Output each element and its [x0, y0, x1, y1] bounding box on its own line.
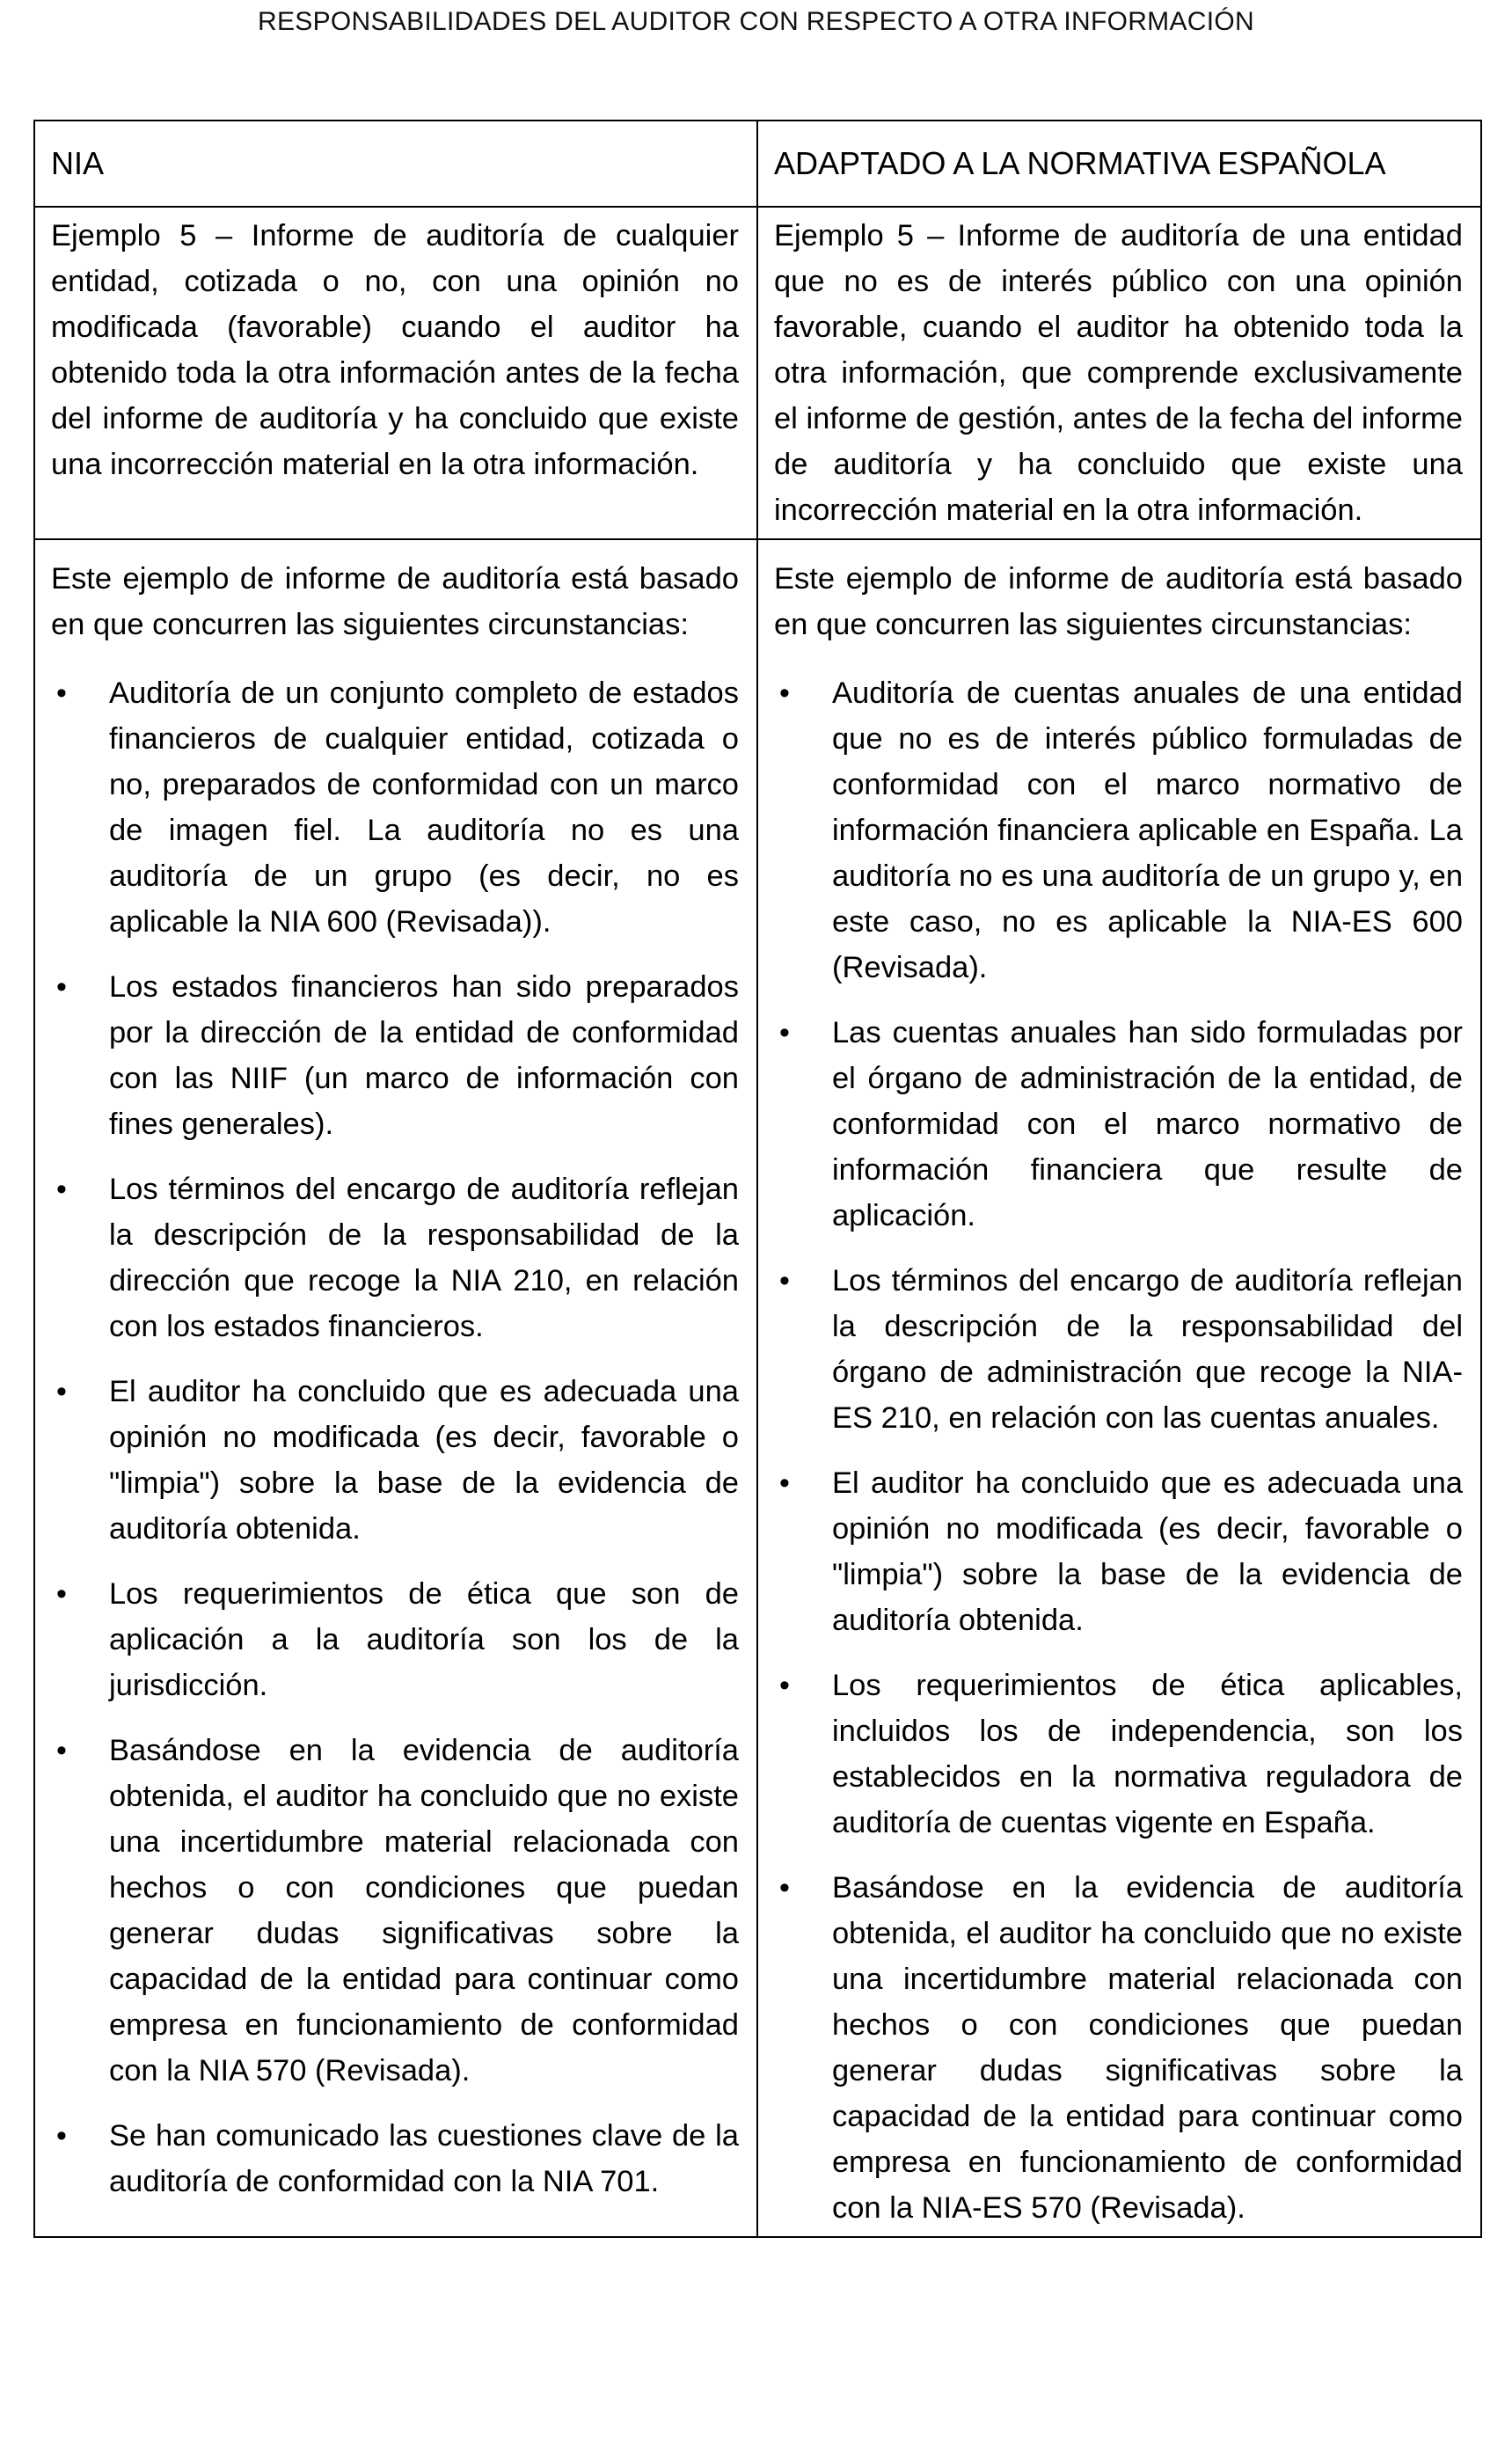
list-item — [774, 1865, 1463, 2231]
bullet-icon: • — [779, 1871, 790, 1905]
left-column-header — [34, 121, 757, 207]
list-item — [51, 1728, 739, 2094]
list-item-text: Los estados financieros han sido preparados por la dirección de la entidad de conformidad con las NIIF (un marco de información con fines generales). — [109, 970, 739, 1141]
bullet-icon: • — [56, 1173, 67, 1206]
right-column-title: ADAPTADO A LA NORMATIVA ESPAÑOLA — [774, 145, 1386, 181]
left-lead-text: Este ejemplo de informe de auditoría está basado en que concurren las siguientes circunstancias: — [51, 562, 739, 641]
bullet-icon: • — [779, 1669, 790, 1702]
list-item — [51, 670, 739, 945]
bullet-icon: • — [779, 1466, 790, 1500]
list-item — [774, 1258, 1463, 1441]
right-example-cell — [757, 207, 1481, 539]
list-item — [51, 1369, 739, 1552]
list-item-text: Los términos del encargo de auditoría reflejan la descripción de la responsabilidad de la dirección que recoge la NIA 210, en relación con los estados financieros. — [109, 1173, 739, 1343]
bullet-icon: • — [779, 1016, 790, 1049]
right-bullet-list — [774, 670, 1463, 2231]
left-column-title: NIA — [51, 145, 105, 181]
left-example-text: Ejemplo 5 – Informe de auditoría de cualquier entidad, cotizada o no, con una opinión no modificada (favorable) cuando el auditor ha obtenido toda la otra información antes de la fecha del informe de auditoría y ha concluido que existe una incorrección material en la otra información. — [51, 219, 739, 481]
bullet-icon: • — [56, 1734, 67, 1767]
left-circumstances-cell — [34, 539, 757, 2237]
list-item-text: Auditoría de un conjunto completo de estados financieros de cualquier entidad, cotizada o no, preparados de conformidad con un marco de imagen fiel. La auditoría no es una auditoría de un grupo (es decir, no es aplicable la NIA 600 (Revisada)). — [109, 676, 739, 939]
comparison-table — [33, 120, 1482, 2238]
list-item-text: Los términos del encargo de auditoría reflejan la descripción de la responsabilidad del órgano de administración que recoge la NIA-ES 210, en relación con las cuentas anuales. — [832, 1264, 1463, 1435]
list-item-text: Los requerimientos de ética que son de aplicación a la auditoría son los de la jurisdicción. — [109, 1577, 739, 1702]
bullet-icon: • — [56, 2119, 67, 2153]
list-item — [51, 2113, 739, 2204]
table-header-row — [34, 121, 1481, 207]
list-item — [51, 1571, 739, 1708]
list-item-text: Se han comunicado las cuestiones clave de la auditoría de conformidad con la NIA 701. — [109, 2119, 739, 2198]
example-row — [34, 207, 1481, 539]
list-item-text: Auditoría de cuentas anuales de una entidad que no es de interés público formuladas de conformidad con el marco normativo de información financiera aplicable en España. La auditoría no es una auditoría de un grupo y, en este caso, no es aplicable la NIA-ES 600 (Revisada). — [832, 676, 1463, 984]
bullet-icon: • — [779, 676, 790, 710]
left-bullet-list — [51, 670, 739, 2204]
right-column-header — [757, 121, 1481, 207]
list-item-text: Basándose en la evidencia de auditoría obtenida, el auditor ha concluido que no existe una incertidumbre material relacionada con hechos o con condiciones que puedan generar dudas significativas sobre la capacidad de la entidad para continuar como empresa en funcionamiento de conformidad con la NIA 570 (Revisada). — [109, 1734, 739, 2087]
list-item-text: El auditor ha concluido que es adecuada una opinión no modificada (es decir, favorable o "limpia") sobre la base de la evidencia de auditoría obtenida. — [109, 1375, 739, 1546]
page-header: RESPONSABILIDADES DEL AUDITOR CON RESPECTO A OTRA INFORMACIÓN — [258, 7, 1254, 36]
list-item-text: El auditor ha concluido que es adecuada una opinión no modificada (es decir, favorable o "limpia") sobre la base de la evidencia de auditoría obtenida. — [832, 1466, 1463, 1637]
list-item-text: Las cuentas anuales han sido formuladas por el órgano de administración de la entidad, de conformidad con el marco normativo de información financiera que resulte de aplicación. — [832, 1016, 1463, 1232]
list-item — [774, 1010, 1463, 1239]
bullet-icon: • — [56, 676, 67, 710]
bullet-icon: • — [779, 1264, 790, 1298]
right-lead-text: Este ejemplo de informe de auditoría está basado en que concurren las siguientes circunstancias: — [774, 562, 1463, 641]
bullet-icon: • — [56, 1375, 67, 1408]
right-circumstances-cell — [757, 539, 1481, 2237]
bullet-icon: • — [56, 970, 67, 1004]
circumstances-row — [34, 539, 1481, 2237]
list-item — [774, 670, 1463, 991]
list-item — [51, 1166, 739, 1349]
bullet-icon: • — [56, 1577, 67, 1611]
list-item — [774, 1460, 1463, 1643]
list-item — [774, 1663, 1463, 1846]
right-example-text: Ejemplo 5 – Informe de auditoría de una entidad que no es de interés público con una opinión favorable, cuando el auditor ha obtenido toda la otra información, que comprende exclusivamente el informe de gestión, antes de la fecha del informe de auditoría y ha concluido que existe una incorrección material en la otra información. — [774, 219, 1463, 527]
list-item-text: Basándose en la evidencia de auditoría obtenida, el auditor ha concluido que no existe una incertidumbre material relacionada con hechos o con condiciones que puedan generar dudas significativas sobre la capacidad de la entidad para continuar como empresa en funcionamiento de conformidad con la NIA-ES 570 (Revisada). — [832, 1871, 1463, 2225]
list-item-text: Los requerimientos de ética aplicables, incluidos los de independencia, son los establecidos en la normativa reguladora de auditoría de cuentas vigente en España. — [832, 1669, 1463, 1839]
left-example-cell — [34, 207, 757, 539]
list-item — [51, 964, 739, 1147]
